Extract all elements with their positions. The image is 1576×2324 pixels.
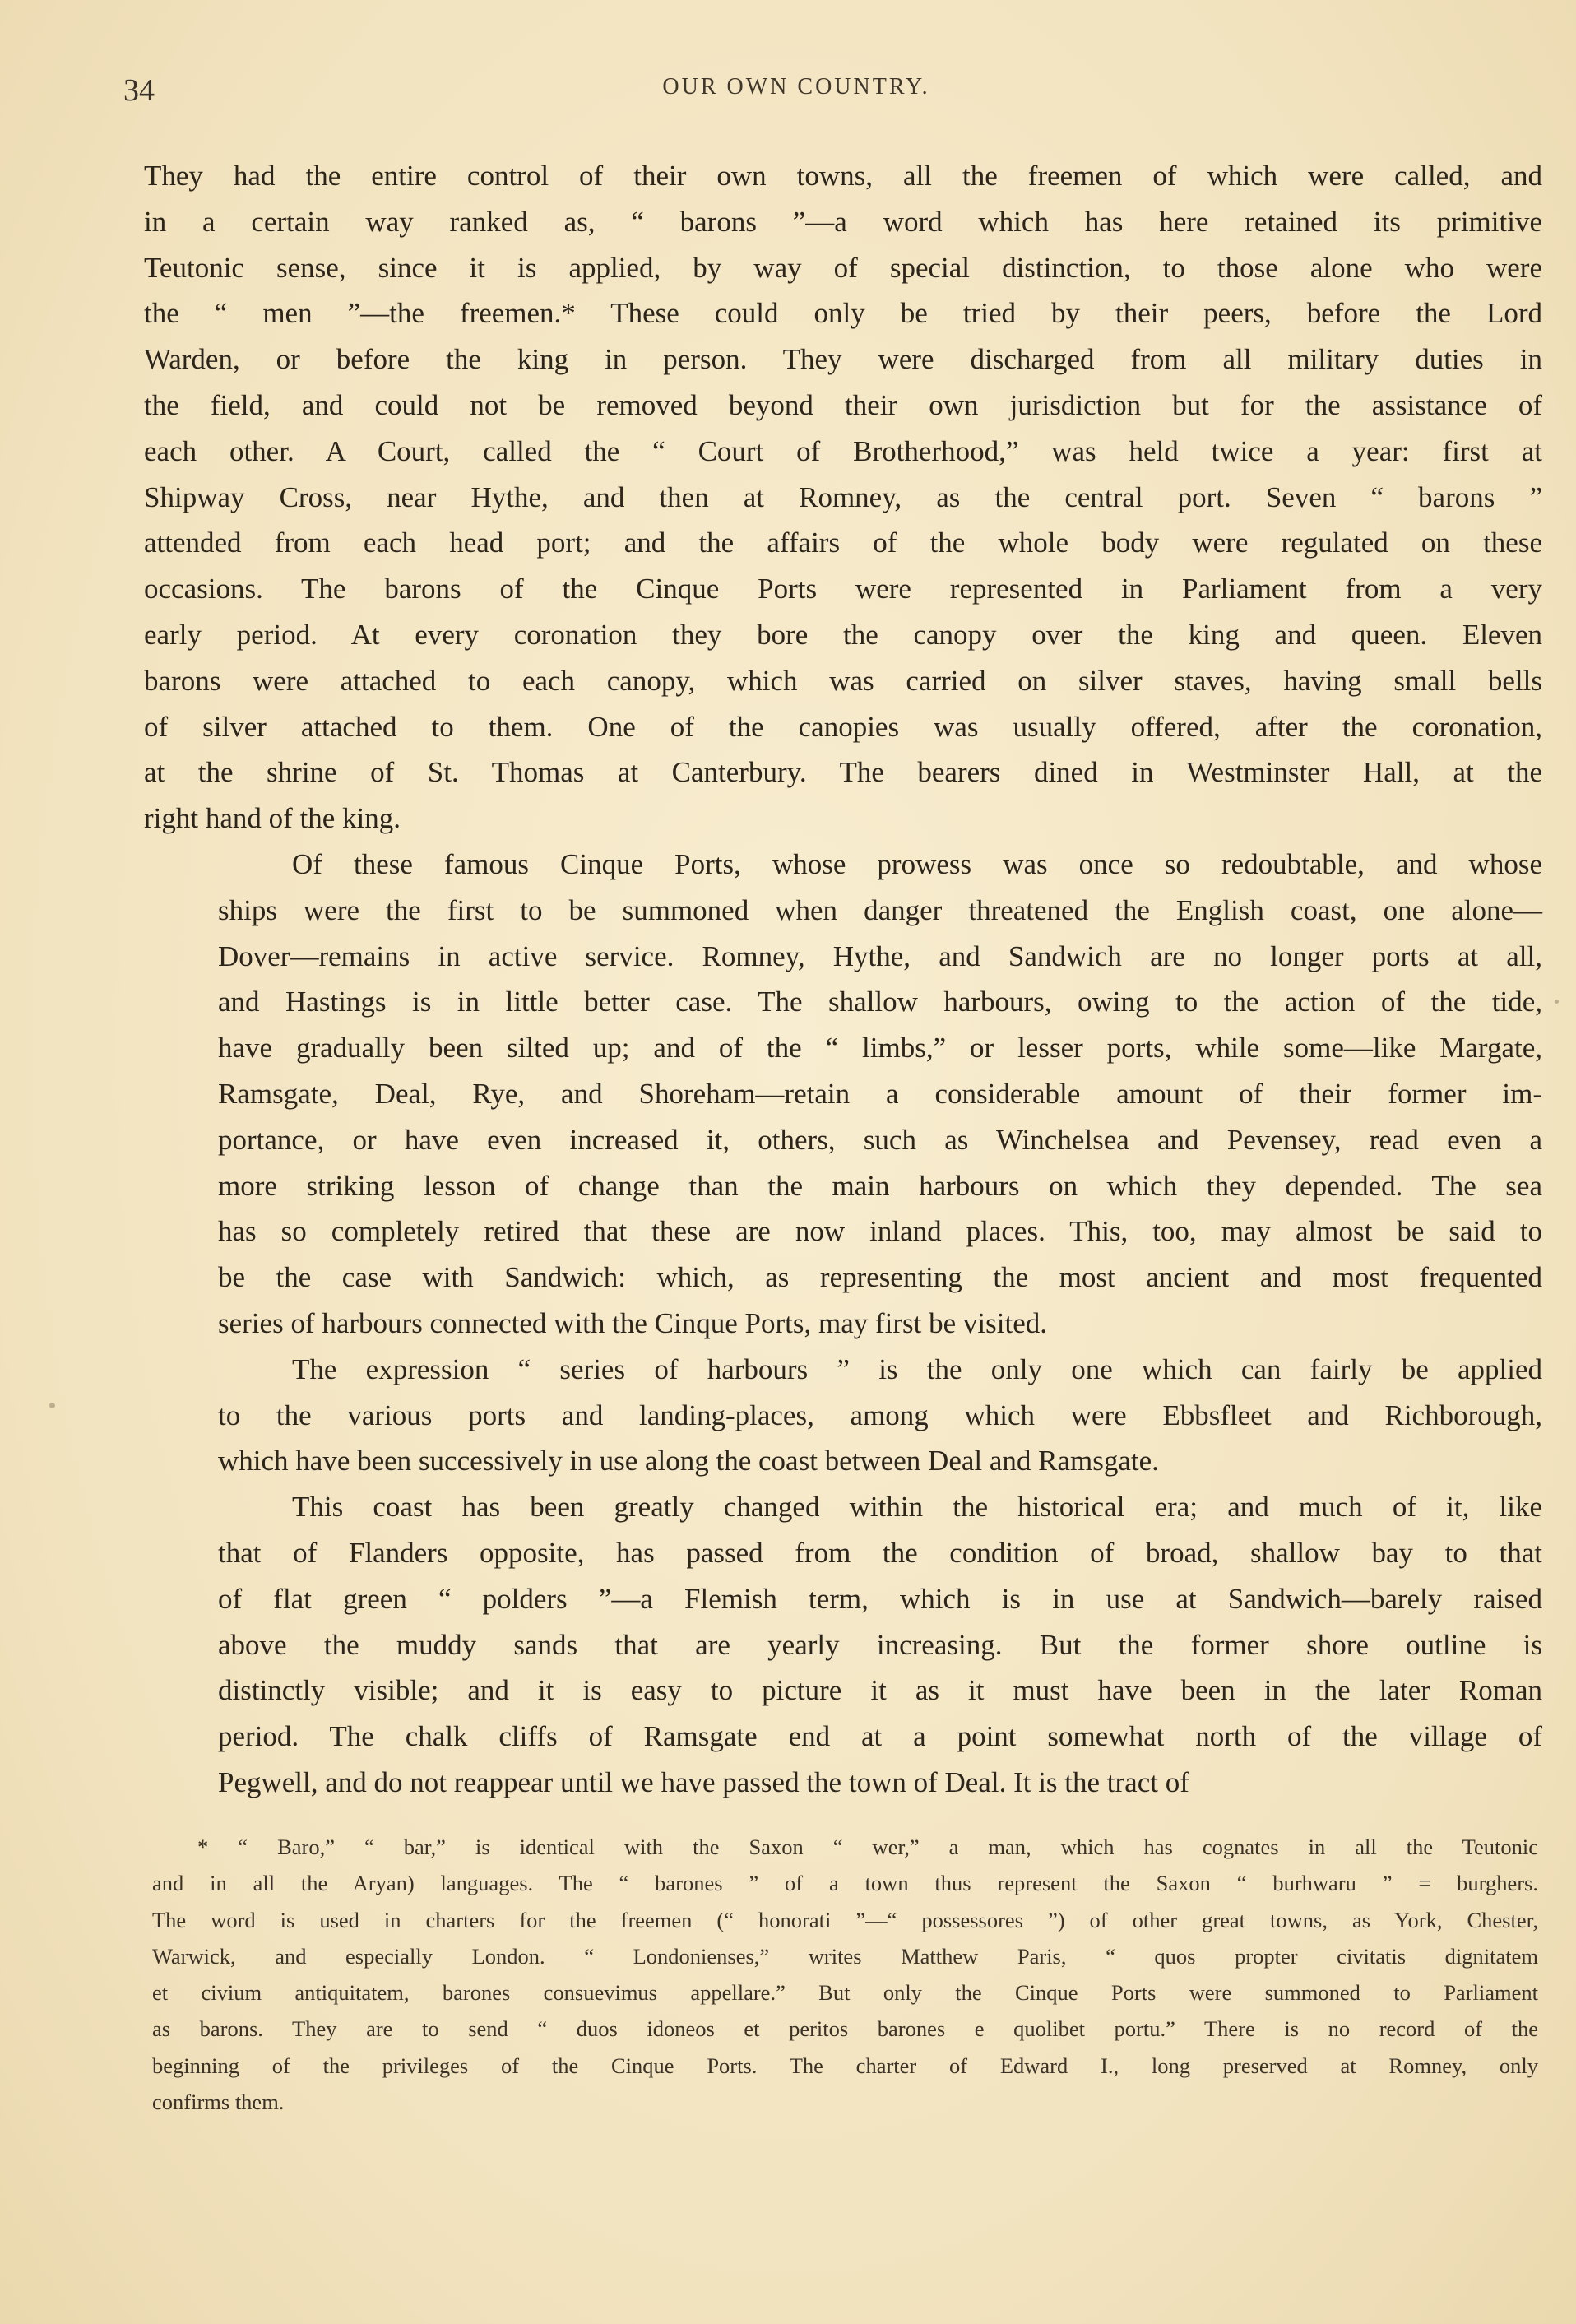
text-line: early period. At every coronation they bore the canopy over the king and queen. Eleven: [144, 618, 1542, 651]
text-line: portance, or have even increased it, others, such as Winchelsea and Pevensey, read even a: [218, 1123, 1542, 1156]
text-line: right hand of the king.: [144, 802, 401, 835]
text-line: Shipway Cross, near Hythe, and then at Romney, as the central port. Seven “ barons ”: [144, 480, 1542, 513]
text-line: the field, and could not be removed beyond their own jurisdiction but for the assistance of: [144, 388, 1542, 421]
text-line: have gradually been silted up; and of the “ limbs,” or lesser ports, while some—like Margate,: [218, 1032, 1542, 1065]
text-line: the “ men ”—the freemen.* These could only be tried by their peers, before the Lord: [144, 297, 1542, 330]
paper-speck: [49, 1403, 55, 1408]
text-line: of flat green “ polders ”—a Flemish term, which is in use at Sandwich—barely raised: [218, 1582, 1542, 1615]
text-line: each other. A Court, called the “ Court of Brotherhood,” was held twice a year: first at: [144, 434, 1542, 467]
text-line: ships were the first to be summoned when danger threatened the English coast, one alone—: [218, 893, 1542, 926]
footnote-line: The word is used in charters for the freemen (“ honorati ”—“ possessores ”) of other great towns, as York, Chester,: [152, 1907, 1538, 1932]
text-line: period. The chalk cliffs of Ramsgate end at a point somewhat north of the village of: [218, 1720, 1542, 1753]
page-number: 34: [123, 73, 155, 108]
text-line: occasions. The barons of the Cinque Ports were represented in Parliament from a very: [144, 573, 1542, 605]
text-line: barons were attached to each canopy, which was carried on silver staves, having small bells: [144, 664, 1542, 697]
text-line: of silver attached to them. One of the canopies was usually offered, after the coronation,: [144, 710, 1542, 743]
text-line: which have been successively in use along the coast between Deal and Ramsgate.: [218, 1445, 1159, 1477]
footnote-line: beginning of the privileges of the Cinque Ports. The charter of Edward I., long preserved at Romney, only: [152, 2053, 1538, 2078]
text-line: series of harbours connected with the Cinque Ports, may first be visited.: [218, 1306, 1047, 1339]
paper-speck: [1555, 1000, 1559, 1004]
text-line: at the shrine of St. Thomas at Canterbury. The bearers dined in Westminster Hall, at the: [144, 756, 1542, 789]
text-line: Warden, or before the king in person. They were discharged from all military duties in: [144, 343, 1542, 376]
text-line: Ramsgate, Deal, Rye, and Shoreham—retain a considerable amount of their former im-: [218, 1077, 1542, 1110]
text-line: Pegwell, and do not reappear until we have passed the town of Deal. It is the tract of: [218, 1765, 1189, 1798]
text-line: They had the entire control of their own towns, all the freemen of which were called, and: [144, 160, 1542, 192]
text-line: distinctly visible; and it is easy to picture it as it must have been in the later Roman: [218, 1674, 1542, 1707]
text-line: Teutonic sense, since it is applied, by way of special distinction, to those alone who were: [144, 251, 1542, 284]
text-line: that of Flanders opposite, has passed from the condition of broad, shallow bay to that: [218, 1536, 1542, 1569]
footnote-line: * “ Baro,” “ bar,” is identical with the Saxon “ wer,” a man, which has cognates in all the Teutonic: [197, 1835, 1538, 1859]
running-title: OUR OWN COUNTRY.: [662, 74, 930, 100]
text-line: Of these famous Cinque Ports, whose prowess was once so redoubtable, and whose: [292, 847, 1542, 880]
footnote-line: et civium antiquitatem, barones consuevimus appellare.” But only the Cinque Ports were summoned to Parliament: [152, 1980, 1538, 2006]
footnote-line: Warwick, and especially London. “ Londonienses,” writes Matthew Paris, “ quos propter civitatis dignitatem: [152, 1943, 1538, 1969]
text-line: be the case with Sandwich: which, as representing the most ancient and most frequented: [218, 1261, 1542, 1294]
footnote-line: confirms them.: [152, 2090, 285, 2115]
text-line: in a certain way ranked as, “ barons ”—a word which has here retained its primitive: [144, 205, 1542, 238]
text-line: The expression “ series of harbours ” is the only one which can fairly be applied: [292, 1352, 1542, 1385]
text-line: to the various ports and landing-places, among which were Ebbsfleet and Richborough,: [218, 1399, 1542, 1431]
paragraph-4: [144, 1484, 1542, 1806]
footnote-line: and in all the Aryan) languages. The “ barones ” of a town thus represent the Saxon “ burhwaru ” = burghers.: [152, 1871, 1538, 1896]
paragraph-1: [144, 153, 1542, 842]
text-line: attended from each head port; and the affairs of the whole body were regulated on these: [144, 526, 1542, 559]
paragraph-2: [144, 842, 1542, 1347]
text-line: Dover—remains in active service. Romney, Hythe, and Sandwich are no longer ports at all,: [218, 939, 1542, 972]
text-line: above the muddy sands that are yearly increasing. But the former shore outline is: [218, 1628, 1542, 1661]
footnote-line: as barons. They are to send “ duos idoneos et peritos barones e quolibet portu.” There is no record of the: [152, 2016, 1538, 2042]
footnote: [152, 1829, 1538, 2120]
text-line: has so completely retired that these are now inland places. This, too, may almost be said to: [218, 1215, 1542, 1248]
text-line: This coast has been greatly changed within the historical era; and much of it, like: [292, 1491, 1542, 1524]
page-header: [123, 72, 1469, 114]
text-line: and Hastings is in little better case. The shallow harbours, owing to the action of the tide,: [218, 986, 1542, 1018]
paragraph-3: [144, 1347, 1542, 1484]
text-line: more striking lesson of change than the main harbours on which they depended. The sea: [218, 1169, 1542, 1202]
body-text: [144, 153, 1542, 1806]
